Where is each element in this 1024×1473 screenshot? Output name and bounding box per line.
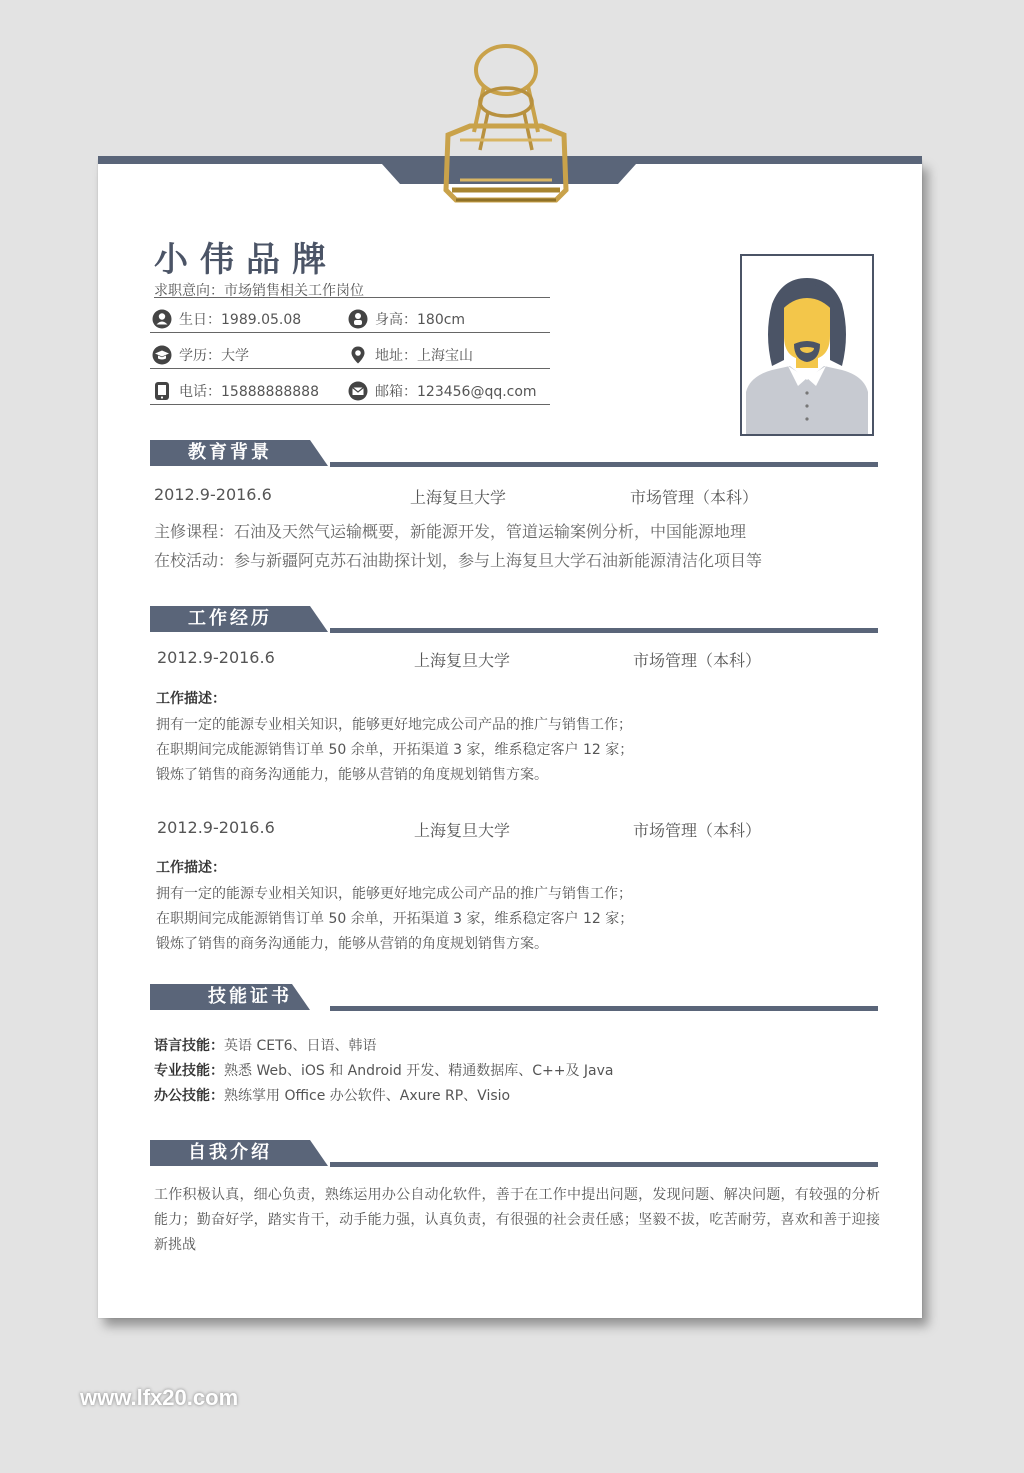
section-intro-title: 自我介绍 <box>188 1142 272 1163</box>
candidate-name: 小伟品牌 <box>154 240 338 280</box>
user-icon <box>152 309 172 329</box>
section-skills-header <box>150 984 878 1014</box>
section-work-header <box>150 606 878 636</box>
resume-paper <box>98 160 922 1318</box>
job-2-desc-label: 工作描述： <box>156 860 226 876</box>
section-education-title: 教育背景 <box>188 442 272 463</box>
skill-language <box>154 1035 377 1055</box>
education-text: 学历：大学 <box>179 348 249 364</box>
job-2-position: 市场管理（本科） <box>633 821 762 840</box>
edu-school: 上海复旦大学 <box>410 488 507 507</box>
person-icon <box>348 309 368 329</box>
job-1-company: 上海复旦大学 <box>414 651 511 670</box>
skill-office-label: 办公技能： <box>154 1088 224 1104</box>
skill-office <box>154 1085 510 1105</box>
job-2-desc-line-3: 锻炼了销售的商务沟通能力，能够从营销的角度规划销售方案。 <box>156 936 548 952</box>
job-1-period: 2012.9-2016.6 <box>157 648 275 667</box>
skill-professional <box>154 1060 614 1080</box>
edu-major: 市场管理（本科） <box>630 488 759 507</box>
site-watermark: www.lfx20.com <box>80 1385 239 1410</box>
section-intro-header <box>150 1140 878 1170</box>
section-skills-title: 技能证书 <box>208 986 292 1007</box>
edu-period: 2012.9-2016.6 <box>154 485 272 504</box>
birth-info <box>152 308 301 330</box>
skill-language-value: 英语 CET6、日语、韩语 <box>224 1038 377 1054</box>
section-work-title: 工作经历 <box>188 608 272 629</box>
graduation-cap-icon <box>152 345 172 365</box>
job-1-position: 市场管理（本科） <box>633 651 762 670</box>
skill-office-value: 熟练掌用 Office 办公软件、Axure RP、Visio <box>224 1088 511 1104</box>
email-info <box>348 380 537 402</box>
location-pin-icon <box>348 345 368 365</box>
job-objective: 求职意向：市场销售相关工作岗位 <box>154 280 550 298</box>
intro-text: 工作积极认真，细心负责，熟练运用办公自动化软件，善于在工作中提出问题，发现问题、解决问题，有较强的分析能力；勤奋好学，踏实肯干，动手能力强，认真负责，有很强的社会责任感；坚毅不拔，吃苦耐劳，喜欢和善于迎接新挑战 <box>154 1187 880 1253</box>
address-text: 地址：上海宝山 <box>375 348 473 364</box>
info-row-1 <box>150 308 550 333</box>
job-1-desc-label: 工作描述： <box>156 691 226 707</box>
phone-icon <box>152 381 172 401</box>
info-row-3 <box>150 380 550 405</box>
edu-courses: 主修课程：石油及天然气运输概要，新能源开发，管道运输案例分析，中国能源地理 <box>154 522 747 541</box>
phone-info <box>152 380 319 402</box>
job-2-period: 2012.9-2016.6 <box>157 818 275 837</box>
phone-text: 电话：15888888888 <box>179 384 319 400</box>
skill-professional-label: 专业技能： <box>154 1063 224 1079</box>
education-info <box>152 344 249 366</box>
job-1-desc-line-1: 拥有一定的能源专业相关知识，能够更好地完成公司产品的推广与销售工作； <box>156 717 632 733</box>
birth-text: 生日：1989.05.08 <box>179 312 302 328</box>
job-2-desc-line-2: 在职期间完成能源销售订单 50 余单，开拓渠道 3 家，维系稳定客户 12 家； <box>156 911 634 927</box>
skill-language-label: 语言技能： <box>154 1038 224 1054</box>
height-text: 身高：180cm <box>375 312 466 328</box>
height-info <box>348 308 465 330</box>
job-1-desc-line-3: 锻炼了销售的商务沟通能力，能够从营销的角度规划销售方案。 <box>156 767 548 783</box>
binder-clip-icon <box>440 40 572 212</box>
job-2-company: 上海复旦大学 <box>414 821 511 840</box>
email-text: 邮箱：123456@qq.com <box>375 384 537 400</box>
job-1-desc-line-2: 在职期间完成能源销售订单 50 余单，开拓渠道 3 家，维系稳定客户 12 家； <box>156 742 634 758</box>
email-icon <box>348 381 368 401</box>
profile-photo <box>740 254 874 436</box>
section-education-header <box>150 440 878 470</box>
job-2-desc-line-1: 拥有一定的能源专业相关知识，能够更好地完成公司产品的推广与销售工作； <box>156 886 632 902</box>
address-info <box>348 344 473 366</box>
info-row-2 <box>150 344 550 369</box>
skill-professional-value: 熟悉 Web、iOS 和 Android 开发、精通数据库、C++及 Java <box>224 1063 614 1079</box>
avatar-icon <box>742 256 872 434</box>
edu-activities: 在校活动：参与新疆阿克苏石油勘探计划，参与上海复旦大学石油新能源清洁化项目等 <box>154 551 763 570</box>
